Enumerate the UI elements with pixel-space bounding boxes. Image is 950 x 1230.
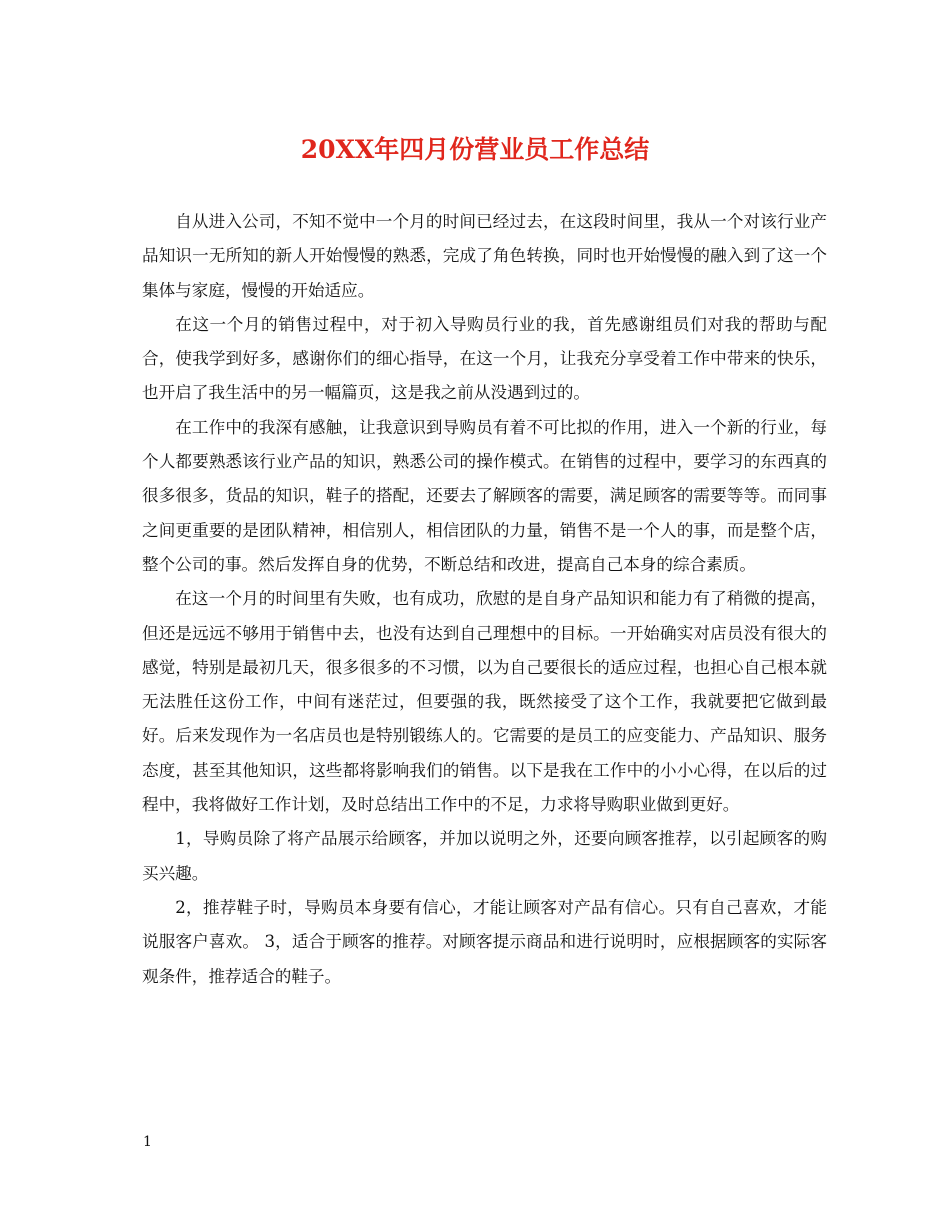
paragraph-1: 自从进入公司，不知不觉中一个月的时间已经过去，在这段时间里，我从一个对该行业产品知识一无所知的新人开始慢慢的熟悉，完成了角色转换，同时也开始慢慢的融入到了这一个集体与家庭，慢慢的开始适应。 (142, 212, 827, 300)
paragraph-2: 在这一个月的销售过程中，对于初入导购员行业的我，首先感谢组员们对我的帮助与配合，使我学到好多，感谢你们的细心指导，在这一个月，让我充分享受着工作中带来的快乐，也开启了我生活中的另一幅篇页，这是我之前从没遇到过的。 (142, 314, 827, 403)
paragraph-3: 在工作中的我深有感触，让我意识到导购员有着不可比拟的作用，进入一个新的行业，每个人都要熟悉该行业产品的知识，熟悉公司的操作模式。在销售的过程中，要学习的东西真的很多很多，货品的知识，鞋子的搭配，还要去了解顾客的需要，满足顾客的需要等等。而同事之间更重要的是团队精神，相信别人，相信团队的力量，销售不是一个人的事，而是整个店，整个公司的事。然后发挥自身的优势，不断总结和改进，提高自己本身的综合素质。 (142, 417, 827, 574)
document-body (142, 205, 827, 994)
paragraph-4: 在这一个月的时间里有失败，也有成功，欣慰的是自身产品知识和能力有了稍微的提高，但还是远远不够用于销售中去，也没有达到自己理想中的目标。一开始确实对店员没有很大的感觉，特别是最初几天，很多很多的不习惯，以为自己要很长的适应过程，也担心自己根本就无法胜任这份工作，中间有迷茫过，但要强的我，既然接受了这个工作，我就要把它做到最好。后来发现作为一名店员也是特别锻练人的。它需要的是员工的应变能力、产品知识、服务态度，甚至其他知识，这些都将影响我们的销售。以下是我在工作中的小小心得，在以后的过程中，我将做好工作计划，及时总结出工作中的不足，力求将导购职业做到更好。 (142, 589, 827, 815)
page-number: 1 (143, 1134, 152, 1150)
document-title: 20XX年四月份营业员工作总结 (300, 135, 650, 164)
paragraph-5: 1，导购员除了将产品展示给顾客，并加以说明之外，还要向顾客推荐，以引起顾客的购买兴趣。 (142, 829, 827, 883)
paragraph-6: 2，推荐鞋子时，导购员本身要有信心，才能让顾客对产品有信心。只有自己喜欢，才能说服客户喜欢。 3，适合于顾客的推荐。对顾客提示商品和进行说明时，应根据顾客的实际客观条件，推荐适合的鞋子。 (142, 897, 827, 986)
